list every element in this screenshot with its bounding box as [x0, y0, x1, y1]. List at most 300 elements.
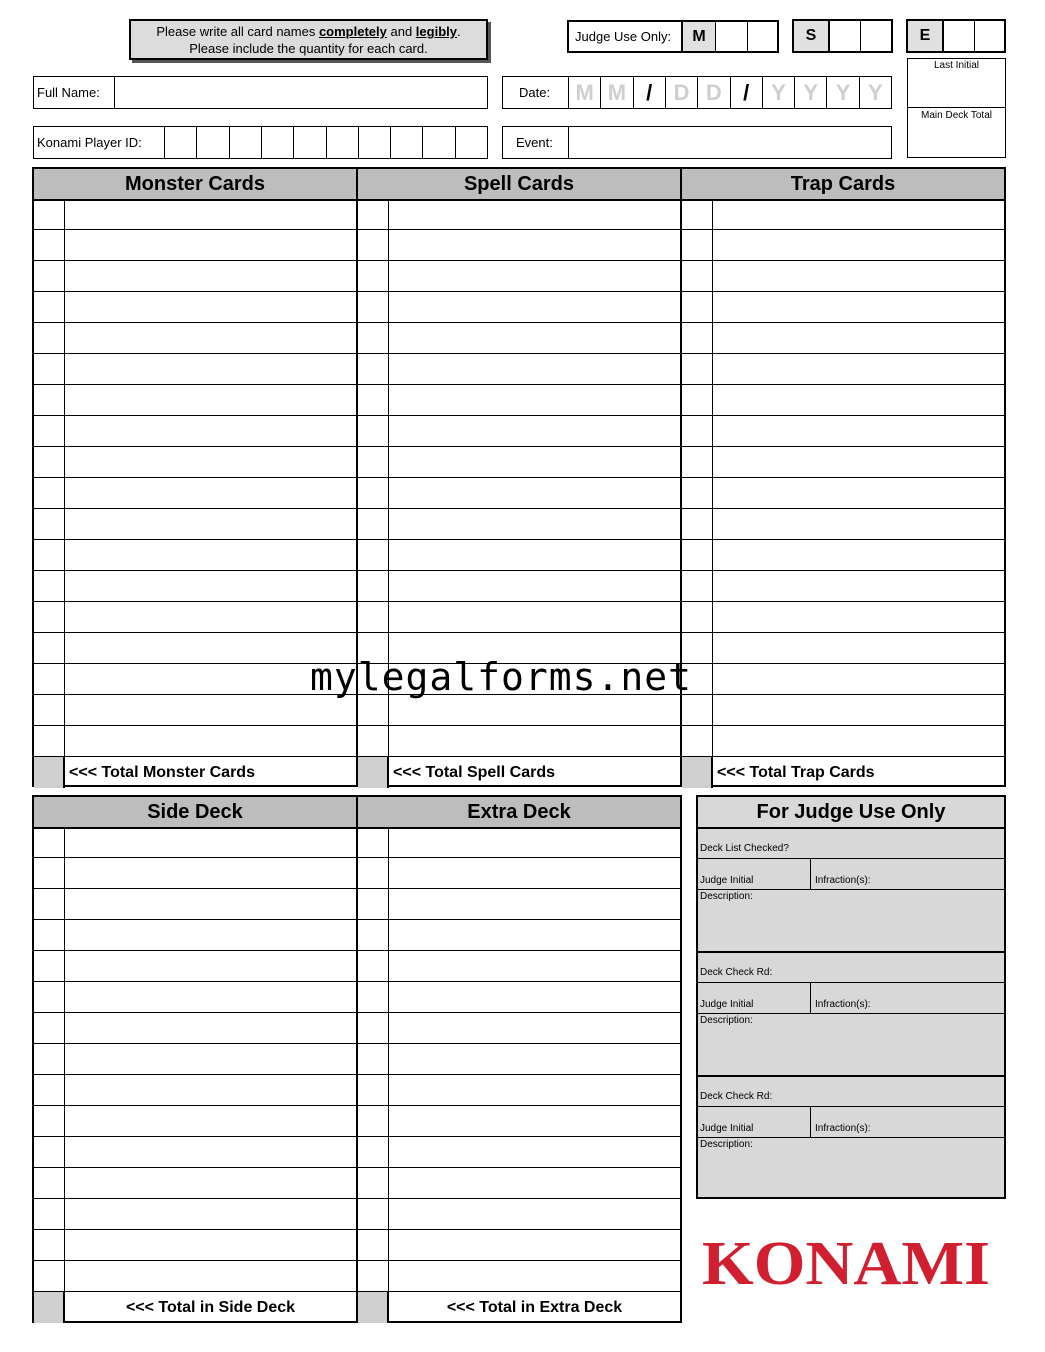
- card-name-field[interactable]: [713, 199, 1004, 229]
- side-card-row: [34, 982, 356, 1013]
- quantity-box[interactable]: [358, 261, 389, 291]
- card-name-field[interactable]: [65, 602, 356, 632]
- quantity-box[interactable]: [358, 447, 389, 477]
- quantity-box[interactable]: [358, 385, 389, 415]
- judge-use-only-m: [567, 20, 779, 53]
- date-digit-box[interactable]: M: [600, 77, 632, 108]
- quantity-box[interactable]: [682, 571, 713, 601]
- player-id-digit-box[interactable]: [422, 127, 454, 158]
- quantity-box[interactable]: [358, 1106, 389, 1136]
- trap-card-row: [682, 571, 1004, 602]
- trap-card-row: [682, 292, 1004, 323]
- card-name-field[interactable]: [713, 354, 1004, 384]
- extra-total-label: <<< Total in Extra Deck: [446, 1298, 623, 1316]
- judge-s-cell-2[interactable]: [860, 21, 892, 51]
- quantity-box[interactable]: [358, 1075, 389, 1105]
- player-id-digit-box[interactable]: [455, 127, 487, 158]
- quantity-box[interactable]: [34, 447, 65, 477]
- card-name-field[interactable]: [65, 478, 356, 508]
- side-card-row: [34, 920, 356, 951]
- card-name-field[interactable]: [713, 633, 1004, 663]
- spell-card-row: [358, 385, 680, 416]
- judge-m-cell: [681, 22, 715, 51]
- spell-total-label: <<< Total Spell Cards: [393, 763, 555, 781]
- card-name-field[interactable]: [65, 323, 356, 353]
- notice-period: .: [456, 24, 461, 39]
- extra-card-row: [358, 1199, 680, 1230]
- monster-card-row: [34, 509, 356, 540]
- date-digit-box[interactable]: Y: [762, 77, 794, 108]
- card-name-field[interactable]: [713, 602, 1004, 632]
- side-total-quantity[interactable]: [34, 1292, 65, 1323]
- full-name-input[interactable]: [114, 77, 487, 108]
- extra-card-row: [358, 1137, 680, 1168]
- player-id-digit-box[interactable]: [390, 127, 422, 158]
- card-name-field[interactable]: [65, 1106, 356, 1136]
- trap-card-row: [682, 726, 1004, 757]
- judge-block-top-label: Deck List Checked?: [700, 843, 789, 854]
- quantity-box[interactable]: [34, 633, 65, 663]
- full-name-label: Full Name:: [37, 85, 100, 100]
- card-name-field[interactable]: [713, 695, 1004, 725]
- card-name-field[interactable]: [65, 230, 356, 260]
- judge-e-cell-2[interactable]: [974, 21, 1006, 51]
- card-name-field[interactable]: [389, 982, 680, 1012]
- card-name-field[interactable]: [65, 827, 356, 857]
- card-name-field[interactable]: [713, 416, 1004, 446]
- spell-card-row: [358, 447, 680, 478]
- quantity-box[interactable]: [358, 889, 389, 919]
- extra-card-row: [358, 1044, 680, 1075]
- player-id-digit-box[interactable]: [196, 127, 228, 158]
- spell-card-row: [358, 292, 680, 323]
- quantity-box[interactable]: [34, 827, 65, 857]
- event-label: Event:: [516, 135, 553, 150]
- last-initial-box[interactable]: [907, 58, 1006, 108]
- quantity-box[interactable]: [34, 1199, 65, 1229]
- card-name-field[interactable]: [65, 1137, 356, 1167]
- card-name-field[interactable]: [389, 951, 680, 981]
- card-name-field[interactable]: [389, 385, 680, 415]
- card-name-field[interactable]: [713, 509, 1004, 539]
- quantity-box[interactable]: [358, 951, 389, 981]
- quantity-box[interactable]: [358, 1013, 389, 1043]
- card-name-field[interactable]: [389, 1137, 680, 1167]
- trap-card-row: [682, 230, 1004, 261]
- card-name-field[interactable]: [65, 199, 356, 229]
- judge-s-box: [792, 19, 893, 53]
- full-name-field: [33, 76, 488, 109]
- date-digit-box[interactable]: D: [665, 77, 697, 108]
- quantity-box[interactable]: [34, 354, 65, 384]
- quantity-box[interactable]: [34, 416, 65, 446]
- spell-card-row: [358, 323, 680, 354]
- side-total-label: <<< Total in Side Deck: [125, 1298, 296, 1316]
- monster-card-row: [34, 354, 356, 385]
- extra-card-row: [358, 1075, 680, 1106]
- quantity-box[interactable]: [358, 323, 389, 353]
- extra-deck-section: [356, 795, 682, 1323]
- card-name-field[interactable]: [389, 695, 680, 725]
- quantity-box[interactable]: [682, 602, 713, 632]
- judge-m-box-1[interactable]: [715, 22, 747, 51]
- quantity-box[interactable]: [358, 1261, 389, 1291]
- trap-card-row: [682, 509, 1004, 540]
- card-name-field[interactable]: [713, 261, 1004, 291]
- trap-card-row: [682, 261, 1004, 292]
- side-card-row: [34, 1168, 356, 1199]
- judge-line: [698, 1137, 1004, 1138]
- quantity-box[interactable]: [34, 889, 65, 919]
- watermark: mylegalforms.net: [310, 655, 693, 699]
- quantity-box[interactable]: [358, 354, 389, 384]
- monster-card-row: [34, 416, 356, 447]
- card-name-field[interactable]: [389, 571, 680, 601]
- quantity-box[interactable]: [682, 292, 713, 322]
- quantity-box[interactable]: [682, 478, 713, 508]
- quantity-box[interactable]: [358, 1137, 389, 1167]
- judge-use-panel: [696, 795, 1006, 1199]
- judge-s-cell-1[interactable]: [828, 21, 860, 51]
- date-field: [502, 76, 892, 109]
- monster-card-row: [34, 602, 356, 633]
- extra-card-row: [358, 1168, 680, 1199]
- quantity-box[interactable]: [34, 1106, 65, 1136]
- card-name-field[interactable]: [389, 1013, 680, 1043]
- side-card-row: [34, 858, 356, 889]
- quantity-box[interactable]: [34, 261, 65, 291]
- trap-card-row: [682, 664, 1004, 695]
- extra-card-row: [358, 982, 680, 1013]
- side-card-row: [34, 1261, 356, 1292]
- quantity-box[interactable]: [682, 726, 713, 756]
- quantity-box[interactable]: [358, 1168, 389, 1198]
- quantity-box[interactable]: [34, 982, 65, 1012]
- monster-total-label: <<< Total Monster Cards: [69, 763, 255, 781]
- infractions-label: Infraction(s):: [815, 999, 871, 1010]
- judge-use-heading: For Judge Use Only: [698, 797, 1004, 829]
- quantity-box[interactable]: [34, 478, 65, 508]
- card-name-field[interactable]: [713, 447, 1004, 477]
- card-name-field[interactable]: [713, 571, 1004, 601]
- card-name-field[interactable]: [65, 571, 356, 601]
- extra-card-row: [358, 1261, 680, 1292]
- quantity-box[interactable]: [682, 385, 713, 415]
- card-name-field[interactable]: [389, 889, 680, 919]
- player-id-digit-box[interactable]: [164, 127, 196, 158]
- date-separator: /: [633, 77, 665, 108]
- card-name-field[interactable]: [713, 664, 1004, 694]
- quantity-box[interactable]: [34, 540, 65, 570]
- date-digit-box[interactable]: Y: [859, 77, 891, 108]
- quantity-box[interactable]: [34, 602, 65, 632]
- quantity-box[interactable]: [34, 1075, 65, 1105]
- quantity-box[interactable]: [682, 540, 713, 570]
- judge-initial-label: Judge Initial: [700, 1123, 754, 1134]
- card-name-field[interactable]: [713, 323, 1004, 353]
- trap-card-row: [682, 323, 1004, 354]
- card-name-field[interactable]: [65, 447, 356, 477]
- player-id-digit-box[interactable]: [358, 127, 390, 158]
- card-name-field[interactable]: [389, 540, 680, 570]
- card-name-field[interactable]: [65, 540, 356, 570]
- card-name-field[interactable]: [65, 858, 356, 888]
- card-name-field[interactable]: [389, 827, 680, 857]
- trap-card-row: [682, 695, 1004, 726]
- quantity-box[interactable]: [34, 292, 65, 322]
- instructions-notice: [129, 19, 488, 60]
- quantity-box[interactable]: [358, 1230, 389, 1260]
- extra-total-quantity[interactable]: [358, 1292, 389, 1323]
- quantity-box[interactable]: [682, 230, 713, 260]
- card-name-field[interactable]: [65, 1230, 356, 1260]
- trap-card-row: [682, 478, 1004, 509]
- monster-card-row: [34, 478, 356, 509]
- quantity-box[interactable]: [34, 951, 65, 981]
- card-name-field[interactable]: [65, 292, 356, 322]
- quantity-box[interactable]: [358, 726, 389, 756]
- card-name-field[interactable]: [713, 292, 1004, 322]
- card-name-field[interactable]: [389, 230, 680, 260]
- quantity-box[interactable]: [34, 726, 65, 756]
- card-name-field[interactable]: [65, 354, 356, 384]
- date-digit-box[interactable]: Y: [826, 77, 858, 108]
- infractions-label: Infraction(s):: [815, 1123, 871, 1134]
- quantity-box[interactable]: [682, 261, 713, 291]
- quantity-box[interactable]: [358, 982, 389, 1012]
- card-name-field[interactable]: [389, 478, 680, 508]
- card-name-field[interactable]: [713, 540, 1004, 570]
- quantity-box[interactable]: [34, 323, 65, 353]
- quantity-box[interactable]: [34, 664, 65, 694]
- player-id-field: [33, 126, 488, 159]
- judge-line: [698, 1013, 1004, 1014]
- trap-card-row: [682, 633, 1004, 664]
- card-name-field[interactable]: [389, 920, 680, 950]
- infractions-label: Infraction(s):: [815, 875, 871, 886]
- card-name-field[interactable]: [65, 261, 356, 291]
- monster-card-row: [34, 726, 356, 757]
- card-name-field[interactable]: [713, 230, 1004, 260]
- main-deck-total-box[interactable]: [907, 107, 1006, 158]
- judge-initial-divider: [810, 982, 811, 1013]
- quantity-box[interactable]: [358, 292, 389, 322]
- trap-card-row: [682, 447, 1004, 478]
- card-name-field[interactable]: [65, 509, 356, 539]
- notice-legibly: legibly: [415, 24, 457, 39]
- judge-e-cell-1[interactable]: [942, 21, 974, 51]
- trap-card-row: [682, 602, 1004, 633]
- quantity-box[interactable]: [682, 416, 713, 446]
- notice-text: Please write all card names: [156, 24, 319, 39]
- monster-card-row: [34, 199, 356, 230]
- card-name-field[interactable]: [389, 323, 680, 353]
- card-name-field[interactable]: [65, 1199, 356, 1229]
- monster-card-row: [34, 571, 356, 602]
- quantity-box[interactable]: [682, 199, 713, 229]
- quantity-box[interactable]: [358, 695, 389, 725]
- card-name-field[interactable]: [389, 1106, 680, 1136]
- card-name-field[interactable]: [389, 1199, 680, 1229]
- card-name-field[interactable]: [389, 1261, 680, 1291]
- description-label: Description:: [700, 891, 753, 902]
- player-id-digit-box[interactable]: [229, 127, 261, 158]
- description-label: Description:: [700, 1139, 753, 1150]
- trap-card-row: [682, 540, 1004, 571]
- card-name-field[interactable]: [65, 1168, 356, 1198]
- trap-total-row: [682, 757, 1004, 788]
- monster-card-row: [34, 292, 356, 323]
- notice-line2: Please include the quantity for each card.: [189, 41, 428, 56]
- event-input[interactable]: [568, 127, 891, 158]
- judge-block-top-label: Deck Check Rd:: [700, 967, 773, 978]
- date-digit-box[interactable]: D: [697, 77, 729, 108]
- card-name-field[interactable]: [65, 416, 356, 446]
- quantity-box[interactable]: [34, 385, 65, 415]
- quantity-box[interactable]: [682, 323, 713, 353]
- side-card-row: [34, 1013, 356, 1044]
- card-name-field[interactable]: [389, 858, 680, 888]
- quantity-box[interactable]: [358, 571, 389, 601]
- quantity-box[interactable]: [358, 416, 389, 446]
- quantity-box[interactable]: [358, 199, 389, 229]
- quantity-box[interactable]: [34, 695, 65, 725]
- extra-card-row: [358, 889, 680, 920]
- extra-card-row: [358, 1106, 680, 1137]
- card-name-field[interactable]: [65, 889, 356, 919]
- quantity-box[interactable]: [34, 1261, 65, 1291]
- extra-deck-heading: Extra Deck: [358, 797, 680, 829]
- spell-total-quantity[interactable]: [358, 757, 389, 788]
- quantity-box[interactable]: [358, 602, 389, 632]
- card-name-field[interactable]: [389, 261, 680, 291]
- date-label: Date:: [519, 85, 551, 100]
- monster-cards-heading: Monster Cards: [34, 169, 356, 201]
- monster-card-row: [34, 695, 356, 726]
- judge-m-letter: M: [683, 22, 715, 51]
- quantity-box[interactable]: [358, 540, 389, 570]
- card-name-field[interactable]: [389, 726, 680, 756]
- spell-card-row: [358, 261, 680, 292]
- quantity-box[interactable]: [34, 230, 65, 260]
- quantity-box[interactable]: [358, 920, 389, 950]
- quantity-box[interactable]: [34, 1230, 65, 1260]
- card-name-field[interactable]: [65, 695, 356, 725]
- quantity-box[interactable]: [358, 509, 389, 539]
- judge-initial-label: Judge Initial: [700, 999, 754, 1010]
- quantity-box[interactable]: [34, 1137, 65, 1167]
- side-card-row: [34, 1075, 356, 1106]
- card-name-field[interactable]: [389, 602, 680, 632]
- extra-card-row: [358, 1013, 680, 1044]
- quantity-box[interactable]: [34, 858, 65, 888]
- card-name-field[interactable]: [389, 354, 680, 384]
- card-name-field[interactable]: [65, 982, 356, 1012]
- judge-m-box-2[interactable]: [747, 22, 779, 51]
- card-name-field[interactable]: [713, 726, 1004, 756]
- card-name-field[interactable]: [65, 920, 356, 950]
- monster-card-row: [34, 447, 356, 478]
- date-digit-box[interactable]: Y: [794, 77, 826, 108]
- quantity-box[interactable]: [34, 1013, 65, 1043]
- quantity-box[interactable]: [682, 447, 713, 477]
- card-name-field[interactable]: [65, 951, 356, 981]
- card-name-field[interactable]: [389, 509, 680, 539]
- card-name-field[interactable]: [65, 1044, 356, 1074]
- quantity-box[interactable]: [682, 509, 713, 539]
- card-name-field[interactable]: [65, 1013, 356, 1043]
- card-name-field[interactable]: [65, 726, 356, 756]
- judge-block-top-label: Deck Check Rd:: [700, 1091, 773, 1102]
- card-name-field[interactable]: [65, 1075, 356, 1105]
- card-name-field[interactable]: [65, 385, 356, 415]
- quantity-box[interactable]: [358, 827, 389, 857]
- card-name-field[interactable]: [389, 447, 680, 477]
- card-name-field[interactable]: [713, 385, 1004, 415]
- date-digit-box[interactable]: M: [568, 77, 600, 108]
- quantity-box[interactable]: [358, 1199, 389, 1229]
- monster-total-quantity[interactable]: [34, 757, 65, 788]
- player-id-digit-box[interactable]: [293, 127, 325, 158]
- card-name-field[interactable]: [389, 1075, 680, 1105]
- side-deck-heading: Side Deck: [34, 797, 356, 829]
- judge-line: [698, 858, 1004, 859]
- card-name-field[interactable]: [389, 1230, 680, 1260]
- card-name-field[interactable]: [389, 1168, 680, 1198]
- quantity-box[interactable]: [34, 571, 65, 601]
- card-name-field[interactable]: [713, 478, 1004, 508]
- spell-card-row: [358, 416, 680, 447]
- spell-card-row: [358, 199, 680, 230]
- spell-card-row: [358, 354, 680, 385]
- quantity-box[interactable]: [34, 1168, 65, 1198]
- quantity-box[interactable]: [358, 478, 389, 508]
- side-card-row: [34, 827, 356, 858]
- player-id-label: Konami Player ID:: [37, 135, 142, 150]
- player-id-digit-box[interactable]: [261, 127, 293, 158]
- card-name-field[interactable]: [65, 1261, 356, 1291]
- extra-card-row: [358, 920, 680, 951]
- monster-card-row: [34, 664, 356, 695]
- player-id-digit-box[interactable]: [326, 127, 358, 158]
- quantity-box[interactable]: [358, 1044, 389, 1074]
- card-name-field[interactable]: [389, 1044, 680, 1074]
- side-card-row: [34, 1230, 356, 1261]
- quantity-box[interactable]: [682, 695, 713, 725]
- monster-card-row: [34, 230, 356, 261]
- card-name-field[interactable]: [389, 199, 680, 229]
- notice-completely: completely: [318, 24, 387, 39]
- quantity-box[interactable]: [358, 230, 389, 260]
- extra-card-row: [358, 1230, 680, 1261]
- quantity-box[interactable]: [34, 1044, 65, 1074]
- description-label: Description:: [700, 1015, 753, 1026]
- quantity-box[interactable]: [34, 509, 65, 539]
- card-name-field[interactable]: [389, 416, 680, 446]
- quantity-box[interactable]: [358, 858, 389, 888]
- monster-card-row: [34, 385, 356, 416]
- quantity-box[interactable]: [34, 199, 65, 229]
- judge-line: [698, 982, 1004, 983]
- judge-e-letter: E: [908, 21, 942, 51]
- spell-total-row: [358, 757, 680, 788]
- trap-total-quantity[interactable]: [682, 757, 713, 788]
- card-name-field[interactable]: [389, 292, 680, 322]
- quantity-box[interactable]: [682, 354, 713, 384]
- extra-card-row: [358, 827, 680, 858]
- spell-card-row: [358, 602, 680, 633]
- quantity-box[interactable]: [34, 920, 65, 950]
